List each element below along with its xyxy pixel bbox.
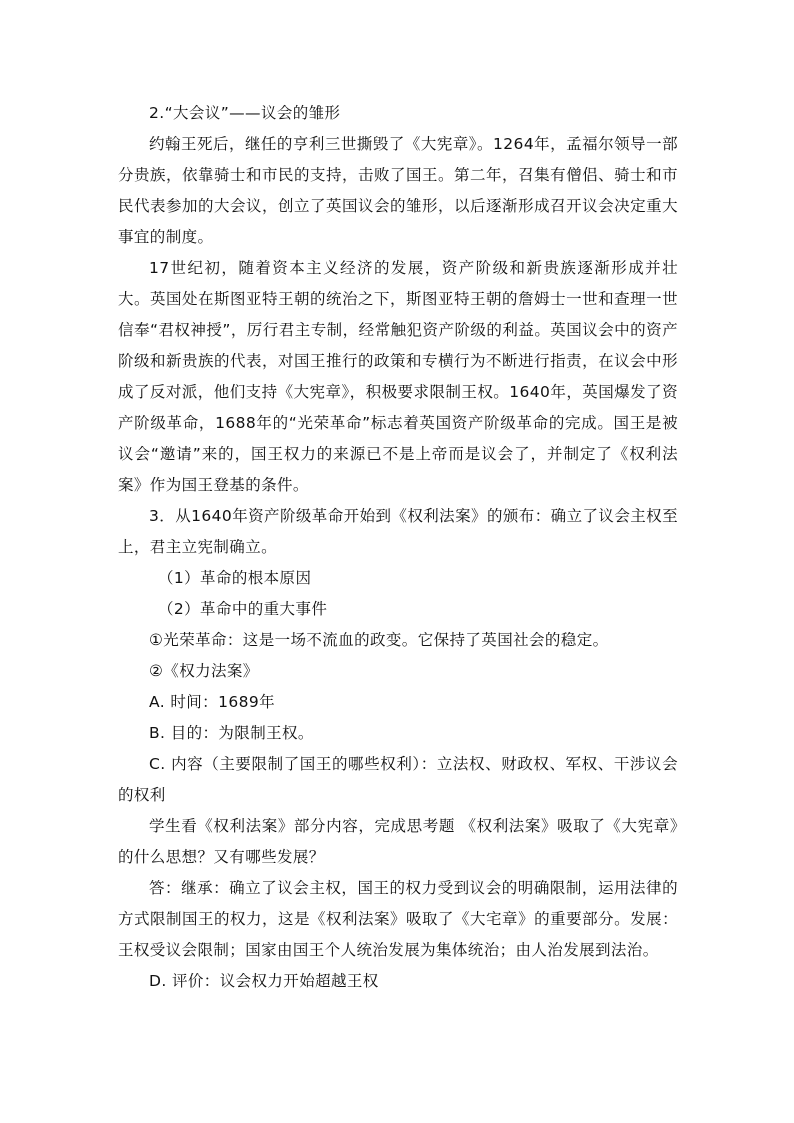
item-evaluation: D. 评价：议会权力开始超越王权 bbox=[149, 972, 379, 990]
item-root-cause: （1）革命的根本原因 bbox=[158, 569, 312, 587]
item-major-events: （2）革命中的重大事件 bbox=[158, 600, 328, 618]
item-purpose: B. 目的：为限制王权。 bbox=[149, 724, 314, 742]
item-time: A. 时间：1689年 bbox=[149, 693, 276, 711]
document-page bbox=[118, 98, 678, 997]
answer-paragraph: 答：继承：确立了议会主权，国王的权力受到议会的明确限制，运用法律的方式限制国王的权力，这是《权利法案》吸取了《大宅章》的重要部分。发展：王权受议会限制；国家由国王个人统治发展为集体统治；由人治发展到法治。 bbox=[118, 879, 678, 959]
item-glorious-revolution: ①光荣革命：这是一场不流血的政变。它保持了英国社会的稳定。 bbox=[149, 631, 609, 649]
heading-1640-revolution: 3．从1640年资产阶级革命开始到《权利法案》的颁布：确立了议会主权至上，君主立宪制确立。 bbox=[118, 507, 678, 556]
question-paragraph: 学生看《权利法案》部分内容，完成思考题 《权利法案》吸取了《大宪章》的什么思想？又有哪些发展？ bbox=[118, 817, 678, 866]
item-content: C. 内容（主要限制了国王的哪些权利）：立法权、财政权、军权、干涉议会的权利 bbox=[118, 755, 678, 804]
heading-great-council: 2.“大会议”——议会的雏形 bbox=[149, 104, 341, 122]
paragraph-17th-century: 17世纪初，随着资本主义经济的发展，资产阶级和新贵族逐渐形成并壮大。英国处在斯图亚特王朝的统治之下，斯图亚特王朝的詹姆士一世和查理一世信奉“君权神授”，厉行君主专制，经常触犯资产阶级的利益。英国议会中的资产阶级和新贵族的代表，对国王推行的政策和专横行为不断进行指责，在议会中形成了反对派，他们支持《大宪章》，积极要求限制王权。1640年，英国爆发了资产阶级革命，1688年的“光荣革命”标志着英国资产阶级革命的完成。国王是被议会“邀请”来的，国王权力的来源已不是上帝而是议会了，并制定了《权利法案》作为国王登基的条件。 bbox=[118, 259, 678, 494]
paragraph-henry-iii: 约翰王死后，继任的亨利三世撕毁了《大宪章》。1264年，孟福尔领导一部分贵族，依靠骑士和市民的支持，击败了国王。第二年，召集有僧侣、骑士和市民代表参加的大会议，创立了英国议会的雏形，以后逐渐形成召开议会决定重大事宜的制度。 bbox=[118, 135, 678, 246]
item-bill-of-rights: ②《权力法案》 bbox=[149, 662, 259, 680]
